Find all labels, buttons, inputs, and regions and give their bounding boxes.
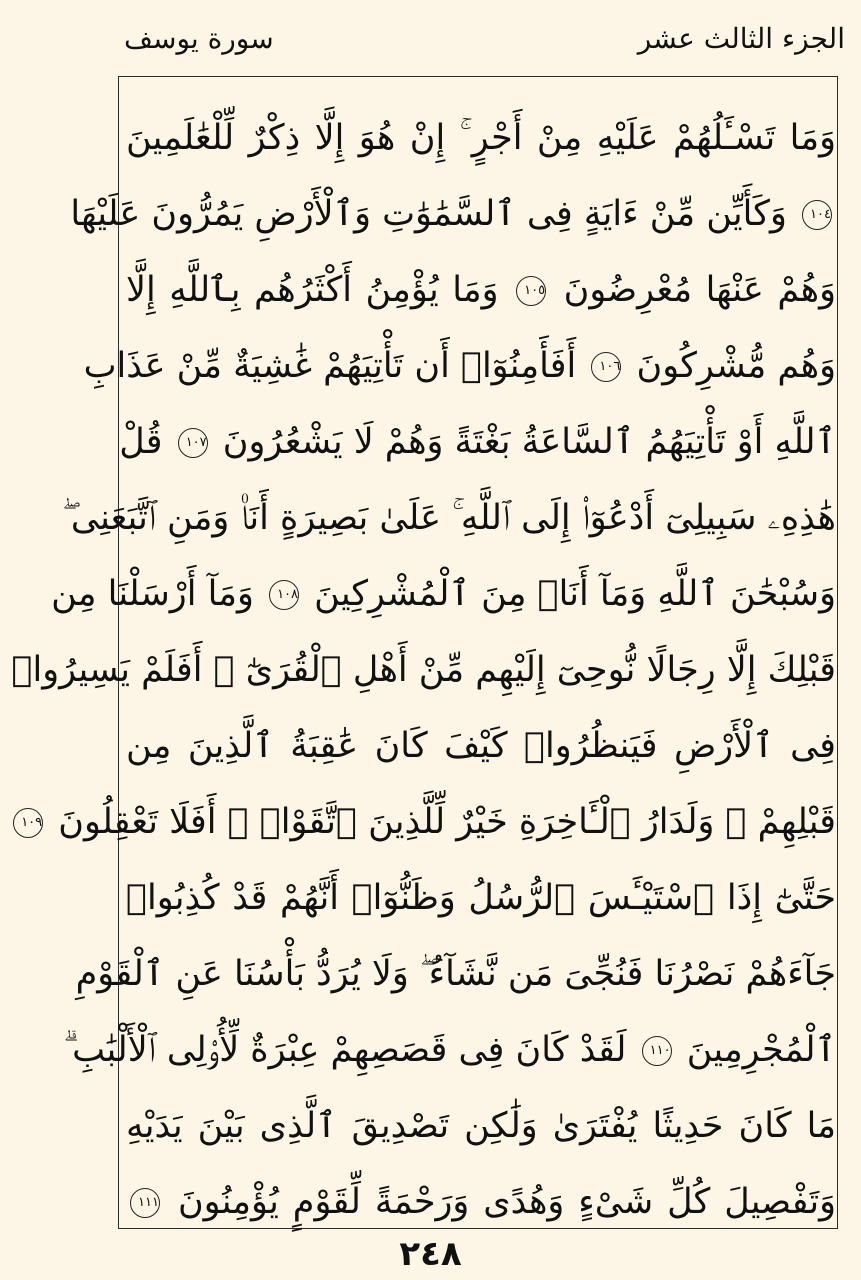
text-line: وَمَا تَسْـَٔلُهُمْ عَلَيْهِ مِنْ أَجْرٍ ۚ إِنْ هُوَ إِلَّا ذِكْرٌ لِّلْعَٰلَمِينَ — [126, 118, 836, 158]
ayah-marker: ١٠٩ — [13, 808, 43, 838]
text-line: وَسُبْحَٰنَ ٱللَّهِ وَمَآ أَنَا۠ مِنَ ٱلْمُشْرِكِينَ ١٠٨ وَمَآ أَرْسَلْنَا مِن — [51, 574, 836, 614]
text-line: فِى ٱلْأَرْضِ فَيَنظُرُوا۟ كَيْفَ كَانَ عَٰقِبَةُ ٱلَّذِينَ مِن — [126, 726, 836, 766]
ayah-marker: ١١١ — [130, 1188, 160, 1218]
text-line: ٱلْمُجْرِمِينَ ١١٠ لَقَدْ كَانَ فِى قَصَصِهِمْ عِبْرَةٌ لِّأُو۟لِى ٱلْأَلْبَٰبِ ۗ — [63, 1030, 836, 1070]
text-line: حَتَّىٰٓ إِذَا ٱسْتَيْـَٔسَ ٱلرُّسُلُ وَظَنُّوٓا۟ أَنَّهُمْ قَدْ كُذِبُوا۟ — [126, 878, 836, 918]
page-number: ٢٤٨ — [399, 1234, 462, 1274]
text-line: مَا كَانَ حَدِيثًا يُفْتَرَىٰ وَلَٰكِن تَصْدِيقَ ٱلَّذِى بَيْنَ يَدَيْهِ — [126, 1106, 836, 1146]
text-line: وَهُمْ عَنْهَا مُعْرِضُونَ ١٠٥ وَمَا يُؤْمِنُ أَكْثَرُهُم بِٱللَّهِ إِلَّا — [126, 270, 836, 310]
text-line: وَهُم مُّشْرِكُونَ ١٠٦ أَفَأَمِنُوٓا۟ أَن تَأْتِيَهُمْ غَٰشِيَةٌ مِّنْ عَذَابِ — [83, 346, 836, 386]
ayah-marker: ١٠٧ — [178, 428, 208, 458]
text-line: وَتَفْصِيلَ كُلِّ شَىْءٍ وَهُدًى وَرَحْمَةً لِّقَوْمٍ يُؤْمِنُونَ ١١١ — [126, 1164, 836, 1240]
text-line: جَآءَهُمْ نَصْرُنَا فَنُجِّىَ مَن نَّشَآءُ ۖ وَلَا يُرَدُّ بَأْسُنَا عَنِ ٱلْقَوْمِ — [75, 954, 836, 994]
text-line: ٱللَّهِ أَوْ تَأْتِيَهُمُ ٱلسَّاعَةُ بَغْتَةً وَهُمْ لَا يَشْعُرُونَ ١٠٧ قُلْ — [119, 422, 836, 462]
ayah-marker: ١٠٥ — [516, 276, 546, 306]
text-line: هَٰذِهِۦ سَبِيلِىٓ أَدْعُوٓا۟ إِلَى ٱللَّهِ ۚ عَلَىٰ بَصِيرَةٍ أَنَا۠ وَمَنِ ٱتَّبَعَنِى ۖ — [62, 498, 836, 538]
text-line: قَبْلِكَ إِلَّا رِجَالًا نُّوحِىٓ إِلَيْهِم مِّنْ أَهْلِ ٱلْقُرَىٰٓ ۗ أَفَلَمْ يَسِيرُوا۟ — [11, 650, 836, 690]
quran-text — [11, 100, 836, 1240]
page-header — [0, 14, 861, 64]
surah-name: سورة يوسف — [124, 22, 274, 55]
juz-name: الجزء الثالث عشر — [637, 22, 845, 55]
ayah-marker: ١١٠ — [642, 1036, 672, 1066]
ayah-marker: ١٠٨ — [269, 580, 299, 610]
ayah-marker: ١٠٦ — [591, 352, 621, 382]
text-line: قَبْلِهِمْ ۗ وَلَدَارُ ٱلْـَٔاخِرَةِ خَيْرٌ لِّلَّذِينَ ٱتَّقَوْا۟ ۗ أَفَلَا تَعْقِلُونَ ١٠٩ — [126, 784, 836, 860]
ayah-marker: ١٠٤ — [802, 200, 832, 230]
text-line: ١٠٤ وَكَأَيِّن مِّنْ ءَايَةٍ فِى ٱلسَّمَٰوَٰتِ وَٱلْأَرْضِ يَمُرُّونَ عَلَيْهَا — [70, 194, 831, 234]
